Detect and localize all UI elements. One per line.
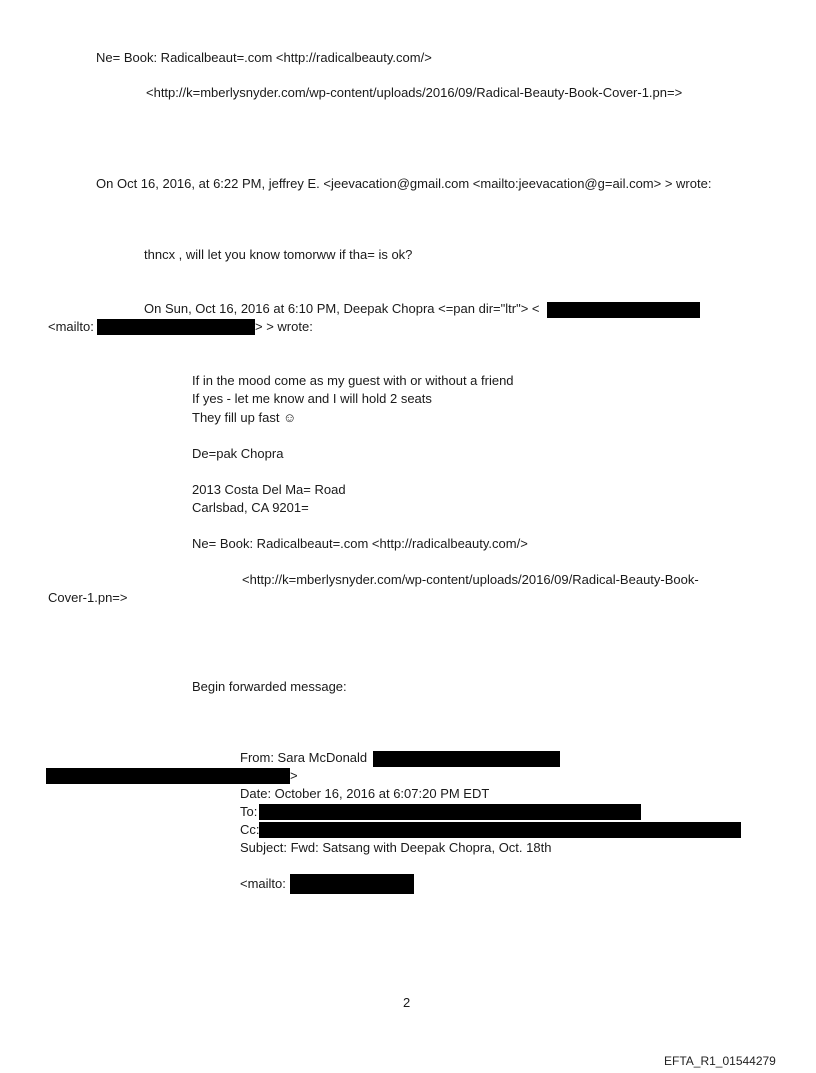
redaction-bar bbox=[259, 804, 641, 820]
message-line-mood: If in the mood come as my guest with or without a friend bbox=[192, 373, 514, 388]
header-date: Date: October 16, 2016 at 6:07:20 PM EDT bbox=[240, 786, 490, 801]
forwarded-message-label: Begin forwarded message: bbox=[192, 679, 347, 694]
mailto-line: <mailto: bbox=[240, 876, 286, 891]
bates-number: EFTA_R1_01544279 bbox=[664, 1054, 776, 1068]
address-line-2: Carlsbad, CA 9201= bbox=[192, 500, 309, 515]
reply-header-chopra: On Sun, Oct 16, 2016 at 6:10 PM, Deepak Chopra <=pan dir="ltr"> < bbox=[144, 301, 540, 316]
cover-url-line-2b: Cover-1.pn=> bbox=[48, 590, 128, 605]
redaction-bar bbox=[97, 319, 255, 335]
message-line-fill: They fill up fast ☺ bbox=[192, 410, 297, 425]
reply-header-jeffrey: On Oct 16, 2016, at 6:22 PM, jeffrey E. <jeevacation@gmail.com <mailto:jeevacation@g=ail.com> > wrote: bbox=[96, 176, 712, 191]
header-from: From: Sara McDonald bbox=[240, 750, 368, 765]
redaction-bar bbox=[373, 751, 560, 767]
redaction-bar bbox=[290, 874, 414, 894]
cover-url-line: <http://k=mberlysnyder.com/wp-content/uploads/2016/09/Radical-Beauty-Book-Cover-1.pn=> bbox=[146, 85, 683, 100]
mailto-suffix: > > wrote: bbox=[255, 319, 313, 334]
address-line-1: 2013 Costa Del Ma= Road bbox=[192, 482, 346, 497]
redaction-bar bbox=[547, 302, 700, 318]
header-to: To: bbox=[240, 804, 258, 819]
book-line: Ne= Book: Radicalbeaut=.com <http://radicalbeauty.com/> bbox=[96, 50, 432, 65]
message-line-yes: If yes - let me know and I will hold 2 seats bbox=[192, 391, 432, 406]
cover-url-line-2a: <http://k=mberlysnyder.com/wp-content/uploads/2016/09/Radical-Beauty-Book- bbox=[242, 572, 699, 587]
book-line-2: Ne= Book: Radicalbeaut=.com <http://radicalbeauty.com/> bbox=[192, 536, 528, 551]
header-from-tail: > bbox=[290, 768, 298, 783]
header-cc: Cc: bbox=[240, 822, 260, 837]
page-number: 2 bbox=[403, 995, 411, 1010]
header-subject: Subject: Fwd: Satsang with Deepak Chopra, Oct. 18th bbox=[240, 840, 552, 855]
signature-name: De=pak Chopra bbox=[192, 446, 284, 461]
redaction-bar bbox=[46, 768, 290, 784]
reply-body-thncx: thncx , will let you know tomorww if tha= is ok? bbox=[144, 247, 413, 262]
mailto-prefix: <mailto: bbox=[48, 319, 94, 334]
redaction-bar bbox=[259, 822, 741, 838]
